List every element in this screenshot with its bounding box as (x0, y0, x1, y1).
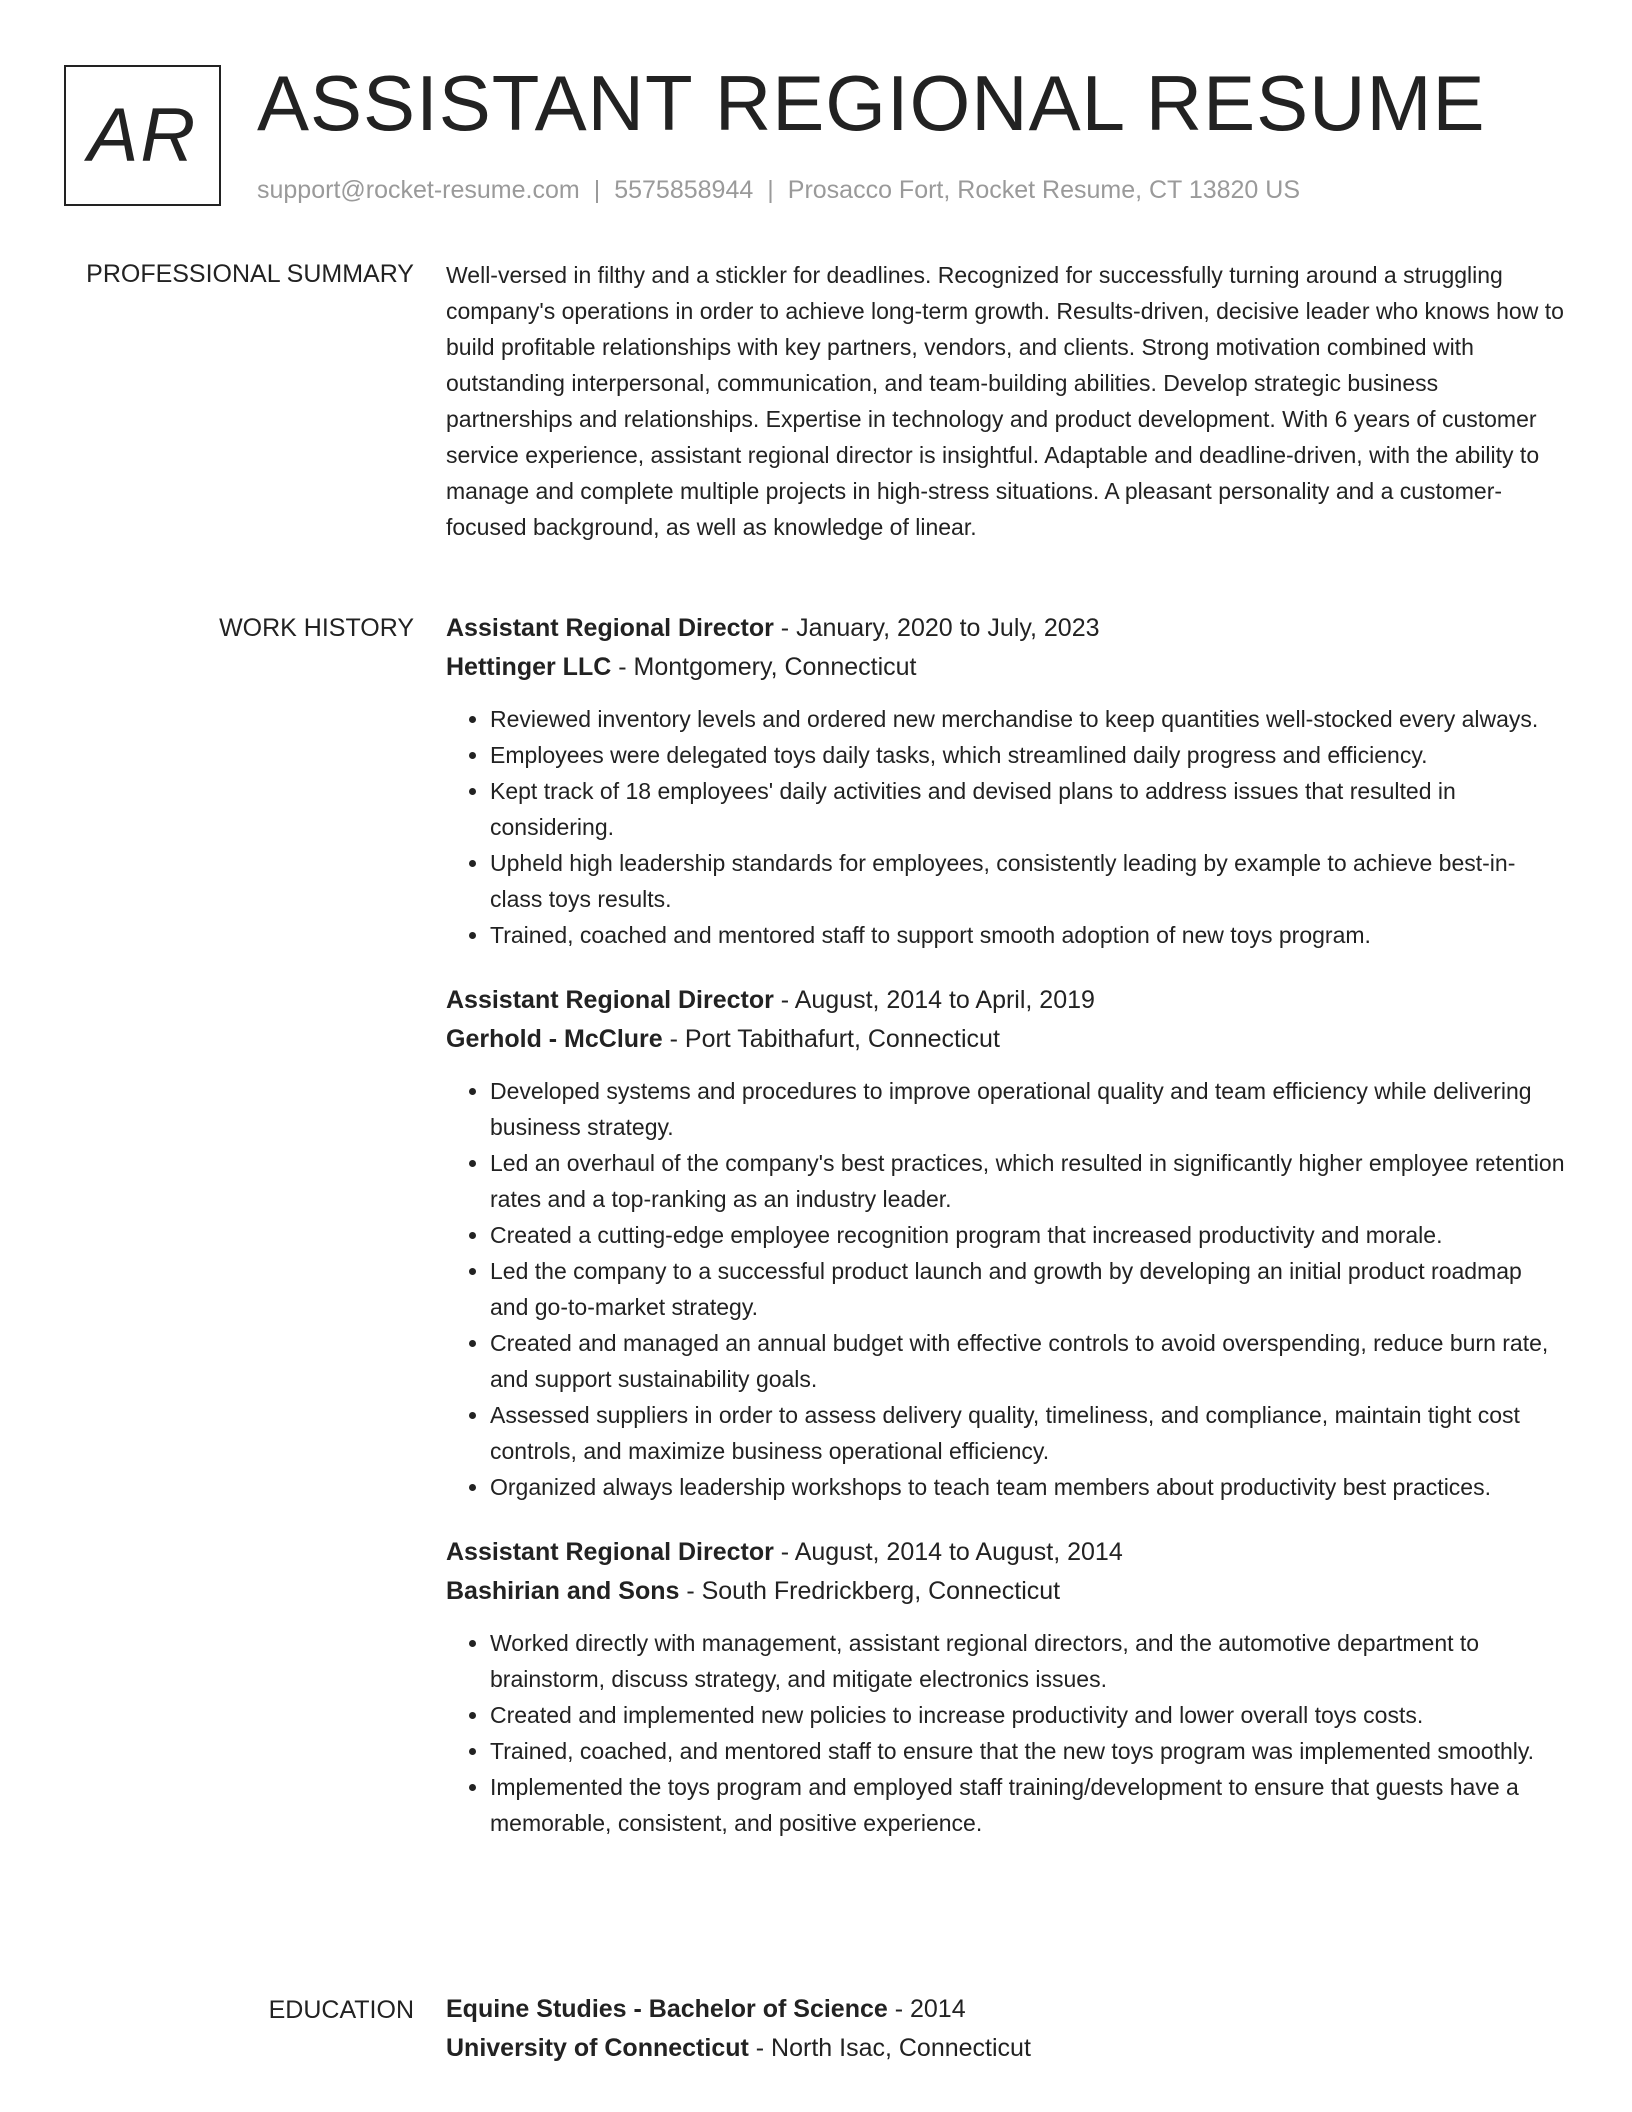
list-item: • Trained, coached, and mentored staff to ensure that the new toys program was implemented smoothly. (490, 1733, 1566, 1769)
list-item: • Employees were delegated toys daily tasks, which streamlined daily progress and efficiency. (490, 737, 1566, 773)
job-company: Hettinger LLC (446, 653, 612, 681)
job-entry (446, 981, 1566, 1505)
job-title-line (446, 1533, 1566, 1572)
job-dates: - August, 2014 to April, 2019 (773, 986, 1095, 1014)
job-bullets (446, 701, 1566, 953)
job-title-line (446, 609, 1566, 648)
job-entry (446, 1533, 1566, 1841)
summary-section (446, 257, 1566, 545)
school-line (446, 2029, 1566, 2068)
job-company-line (446, 648, 1566, 687)
work-history-heading: WORK HISTORY (219, 614, 414, 642)
list-item: • Led an overhaul of the company's best practices, which resulted in significantly higher employee retention rates and a top-ranking as an industry leader. (490, 1145, 1566, 1217)
phone[interactable]: 5575858944 (614, 176, 754, 204)
resume-title: ASSISTANT REGIONAL RESUME (257, 59, 1486, 147)
list-item: • Led the company to a successful product launch and growth by developing an initial product roadmap and go-to-market strategy. (490, 1253, 1566, 1325)
job-company: Bashirian and Sons (446, 1577, 680, 1605)
list-item: • Implemented the toys program and employed staff training/development to ensure that guests have a memorable, consistent, and positive experience. (490, 1769, 1566, 1841)
list-item: • Assessed suppliers in order to assess delivery quality, timeliness, and compliance, maintain tight cost controls, and maximize business operational efficiency. (490, 1397, 1566, 1469)
job-role: Assistant Regional Director (446, 986, 774, 1014)
job-company-line (446, 1572, 1566, 1611)
address: Prosacco Fort, Rocket Resume, CT 13820 US (787, 176, 1301, 204)
list-item: • Reviewed inventory levels and ordered new merchandise to keep quantities well-stocked every always. (490, 701, 1566, 737)
education-section (446, 1990, 1566, 2068)
job-role: Assistant Regional Director (446, 614, 774, 642)
job-role: Assistant Regional Director (446, 1538, 774, 1566)
list-item: • Organized always leadership workshops to teach team members about productivity best practices. (490, 1469, 1566, 1505)
separator: | (767, 176, 774, 204)
job-bullets (446, 1625, 1566, 1841)
list-item: • Created a cutting-edge employee recognition program that increased productivity and morale. (490, 1217, 1566, 1253)
contact-line (257, 174, 1300, 206)
job-dates: - August, 2014 to August, 2014 (773, 1538, 1123, 1566)
school-location: - North Isac, Connecticut (748, 2034, 1031, 2062)
job-company: Gerhold - McClure (446, 1025, 663, 1053)
job-location: - South Fredrickberg, Connecticut (679, 1577, 1061, 1605)
school: University of Connecticut (446, 2034, 749, 2062)
list-item: • Created and managed an annual budget with effective controls to avoid overspending, reduce burn rate, and support sustainability goals. (490, 1325, 1566, 1397)
job-location: - Port Tabithafurt, Connecticut (662, 1025, 1000, 1053)
list-item: • Upheld high leadership standards for employees, consistently leading by example to achieve best-in-class toys results. (490, 845, 1566, 917)
job-title-line (446, 981, 1566, 1020)
work-history-section (446, 609, 1566, 1869)
graduation-year: - 2014 (887, 1995, 966, 2023)
summary-heading: PROFESSIONAL SUMMARY (86, 260, 414, 288)
job-location: - Montgomery, Connecticut (611, 653, 917, 681)
email[interactable]: support@rocket-resume.com (257, 176, 580, 204)
list-item: • Developed systems and procedures to improve operational quality and team efficiency while delivering business strategy. (490, 1073, 1566, 1145)
education-heading: EDUCATION (268, 1996, 414, 2024)
job-dates: - January, 2020 to July, 2023 (773, 614, 1100, 642)
degree: Equine Studies - Bachelor of Science (446, 1995, 888, 2023)
separator: | (593, 176, 601, 204)
job-entry (446, 609, 1566, 953)
job-company-line (446, 1020, 1566, 1059)
degree-line (446, 1990, 1566, 2029)
list-item: • Trained, coached and mentored staff to support smooth adoption of new toys program. (490, 917, 1566, 953)
list-item: • Created and implemented new policies to increase productivity and lower overall toys costs. (490, 1697, 1566, 1733)
list-item: • Kept track of 18 employees' daily activities and devised plans to address issues that resulted in considering. (490, 773, 1566, 845)
job-bullets (446, 1073, 1566, 1505)
monogram-logo: AR (64, 65, 221, 206)
list-item: • Worked directly with management, assistant regional directors, and the automotive department to brainstorm, discuss strategy, and mitigate electronics issues. (490, 1625, 1566, 1697)
summary-text: Well-versed in filthy and a stickler for deadlines. Recognized for successfully turning around a struggling company's operations in order to achieve long-term growth. Results-driven, decisive leader who knows how to build profitable relationships with key partners, vendors, and clients. Strong motivation combined with outstanding interpersonal, communication, and team-building abilities. Develop strategic business partnerships and relationships. Expertise in technology and product development. With 6 years of customer service experience, assistant regional director is insightful. Adaptable and deadline-driven, with the ability to manage and complete multiple projects in high-stress situations. A pleasant personality and a customer-focused background, as well as knowledge of linear. (446, 262, 1564, 540)
